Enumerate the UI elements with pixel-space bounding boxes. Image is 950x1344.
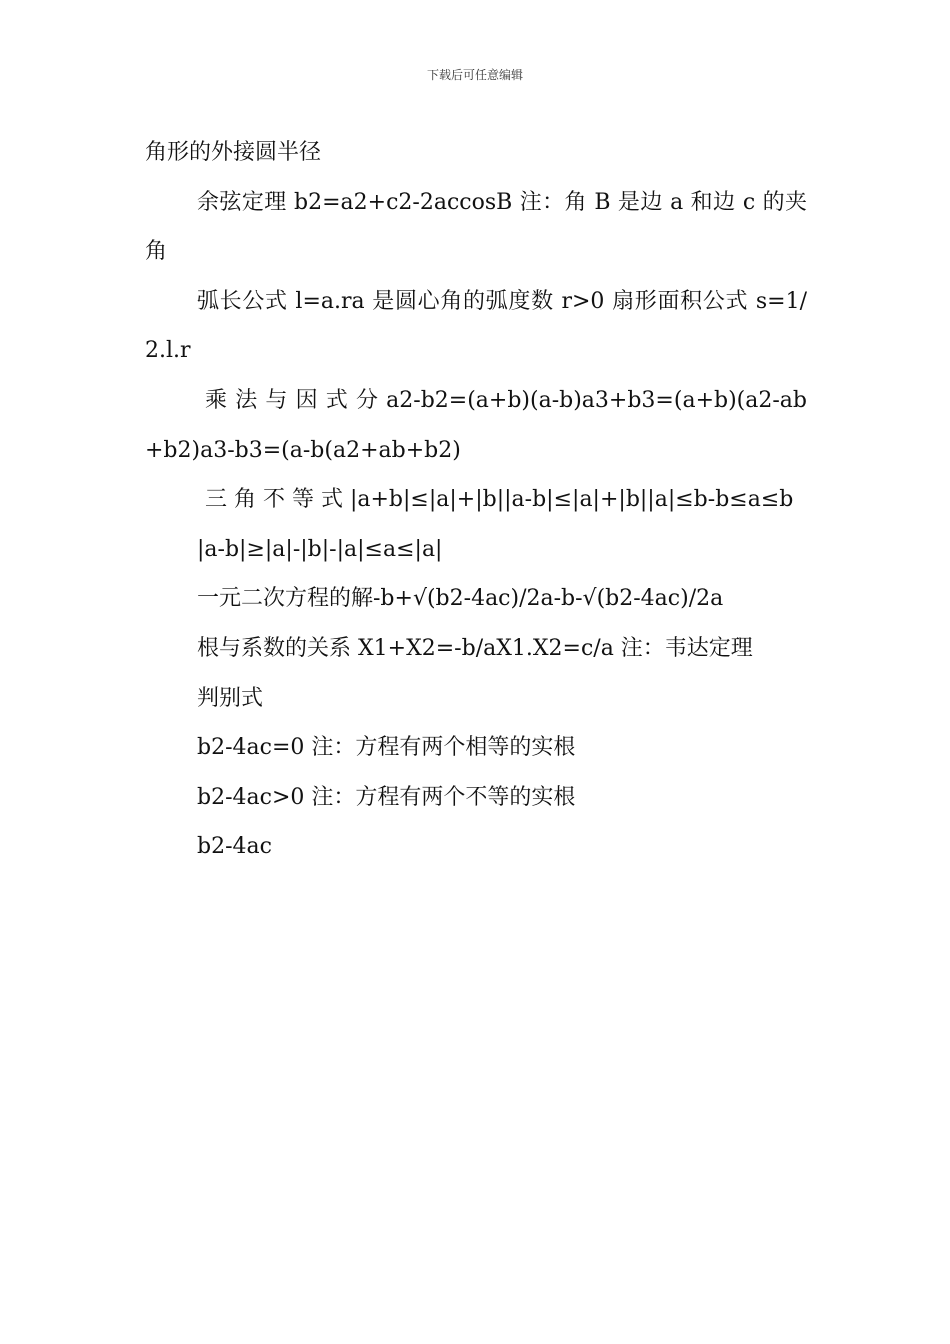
paragraph-triangle-inequality: 三 角 不 等 式 |a+b|≤|a|+|b||a-b|≤|a|+|b||a|≤b-b≤a≤b (205, 487, 794, 513)
paragraph-vieta: 根与系数的关系 X1+X2=-b/aX1.X2=c/a 注：韦达定理 (197, 635, 753, 661)
paragraph-discriminant-zero: b2-4ac=0 注：方程有两个相等的实根 (197, 735, 576, 761)
paragraph-discriminant-last: b2-4ac (197, 834, 272, 860)
document-body (145, 128, 807, 872)
page-header: 下载后可任意编辑 (426, 68, 523, 82)
paragraph-law-of-cosines: 余弦定理 b2=a2+c2-2accosB 注：角 B 是边 a 和边 c 的夹角 (145, 189, 807, 265)
paragraph-circumradius: 角形的外接圆半径 (145, 140, 322, 165)
paragraph-abs-inequality: |a-b|≥|a|-|b|-|a|≤a≤|a| (197, 536, 443, 562)
paragraph-arc-length: 弧长公式 l=a.ra 是圆心角的弧度数 r>0 扇形面积公式 s=1/2.l.r (145, 288, 807, 364)
paragraph-discriminant-positive: b2-4ac>0 注：方程有两个不等的实根 (197, 784, 576, 810)
paragraph-factorization: 乘 法 与 因 式 分 a2-b2=(a+b)(a-b)a3+b3=(a+b)(a2-ab+b2)a3-b3=(a-b(a2+ab+b2) (145, 387, 807, 463)
paragraph-discriminant-title: 判别式 (197, 685, 264, 711)
paragraph-quadratic-solution: 一元二次方程的解-b+√(b2-4ac)/2a-b-√(b2-4ac)/2a (197, 586, 724, 612)
